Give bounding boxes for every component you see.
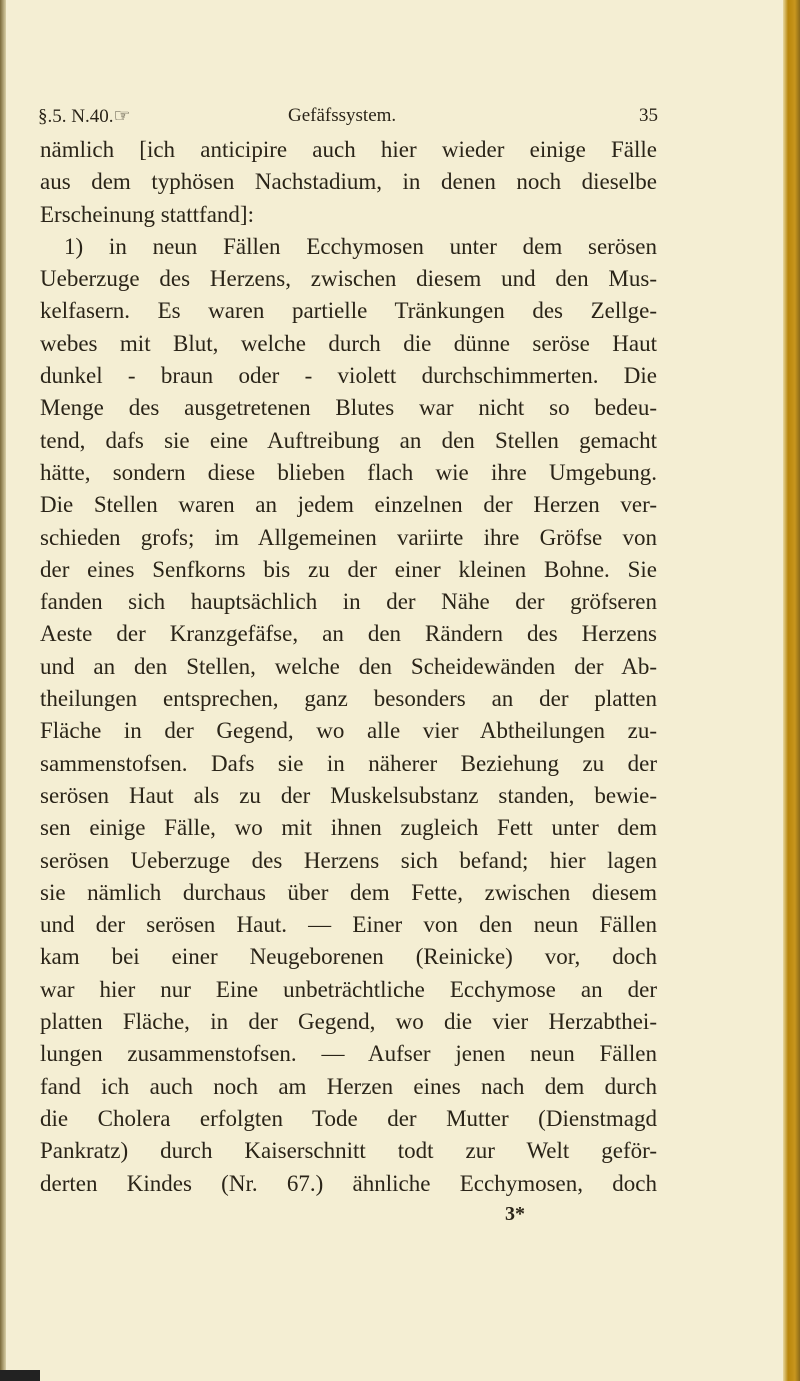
text-line: derten Kindes (Nr. 67.) ähnliche Ecchymosen, doch [40,1170,657,1196]
text-line: 1) in neun Fällen Ecchymosen unter dem serösen [64,233,657,259]
text-line: kelfasern. Es waren partielle Tränkungen des Zellge- [40,298,657,324]
text-line: fand ich auch noch am Herzen eines nach dem durch [40,1073,657,1099]
text-line: nämlich [ich anticipire auch hier wieder einige Fälle [40,137,657,162]
text-line: und an den Stellen, welche den Scheidewänden der Ab- [40,653,657,679]
text-line: Erscheinung stattfand]: [40,201,254,227]
text-line: war hier nur Eine unbeträchtliche Ecchymose an der [40,976,657,1002]
text-line: sammenstofsen. Dafs sie in näherer Beziehung zu der [40,750,657,776]
text-line: serösen Ueberzuge des Herzens sich befand; hier lagen [40,847,657,873]
text-line: tend, dafs sie eine Auftreibung an den Stellen gemacht [40,427,657,453]
text-line: Fläche in der Gegend, wo alle vier Abtheilungen zu- [40,718,657,744]
text-line: Ueberzuge des Herzens, zwischen diesem und den Mus- [40,266,657,292]
text-line: dunkel - braun oder - violett durchschimmerten. Die [40,363,657,389]
text-line: platten Fläche, in der Gegend, wo die vier Herzabthei- [40,1009,657,1035]
running-title: Gefäfssystem. [288,105,397,126]
running-header [38,105,658,135]
page-number: 35 [639,105,658,126]
text-line: aus dem typhösen Nachstadium, in denen noch dieselbe [40,169,657,195]
book-gutter-edge [0,0,6,1381]
text-line: schieden grofs; im Allgemeinen variirte ihre Gröfse von [40,524,657,550]
page-edge-gilt [783,0,800,1381]
text-line: kam bei einer Neugeborenen (Reinicke) vor, doch [40,944,657,970]
signature-mark: 3* [505,1203,525,1225]
text-line: fanden sich hauptsächlich in der Nähe der gröfseren [40,589,657,615]
text-line: und der serösen Haut. — Einer von den neun Fällen [40,912,657,938]
text-line: serösen Haut als zu der Muskelsubstanz standen, bewie- [40,782,657,808]
text-line: sen einige Fälle, wo mit ihnen zugleich Fett unter dem [40,815,657,841]
text-line: Die Stellen waren an jedem einzelnen der Herzen ver- [40,492,657,518]
text-line: Aeste der Kranzgefäfse, an den Rändern des Herzens [40,621,657,647]
text-line: Menge des ausgetretenen Blutes war nicht so bedeu- [40,395,657,421]
body-text [40,134,657,1200]
text-line: lungen zusammenstofsen. — Aufser jenen neun Fällen [40,1041,657,1067]
text-line: Pankratz) durch Kaiserschnitt todt zur Welt geför- [40,1138,657,1164]
text-line: sie nämlich durchaus über dem Fette, zwischen diesem [40,879,657,905]
text-line: der eines Senfkorns bis zu der einer kleinen Bohne. Sie [40,556,657,582]
section-reference: §.5. N.40.☞ [38,106,131,127]
text-line: die Cholera erfolgten Tode der Mutter (Dienstmagd [40,1105,657,1131]
text-line: hätte, sondern diese blieben flach wie ihre Umgebung. [40,459,657,485]
text-line: webes mit Blut, welche durch die dünne seröse Haut [40,330,657,356]
scan-corner [0,1370,40,1381]
text-line: theilungen entsprechen, ganz besonders an der platten [40,686,657,712]
